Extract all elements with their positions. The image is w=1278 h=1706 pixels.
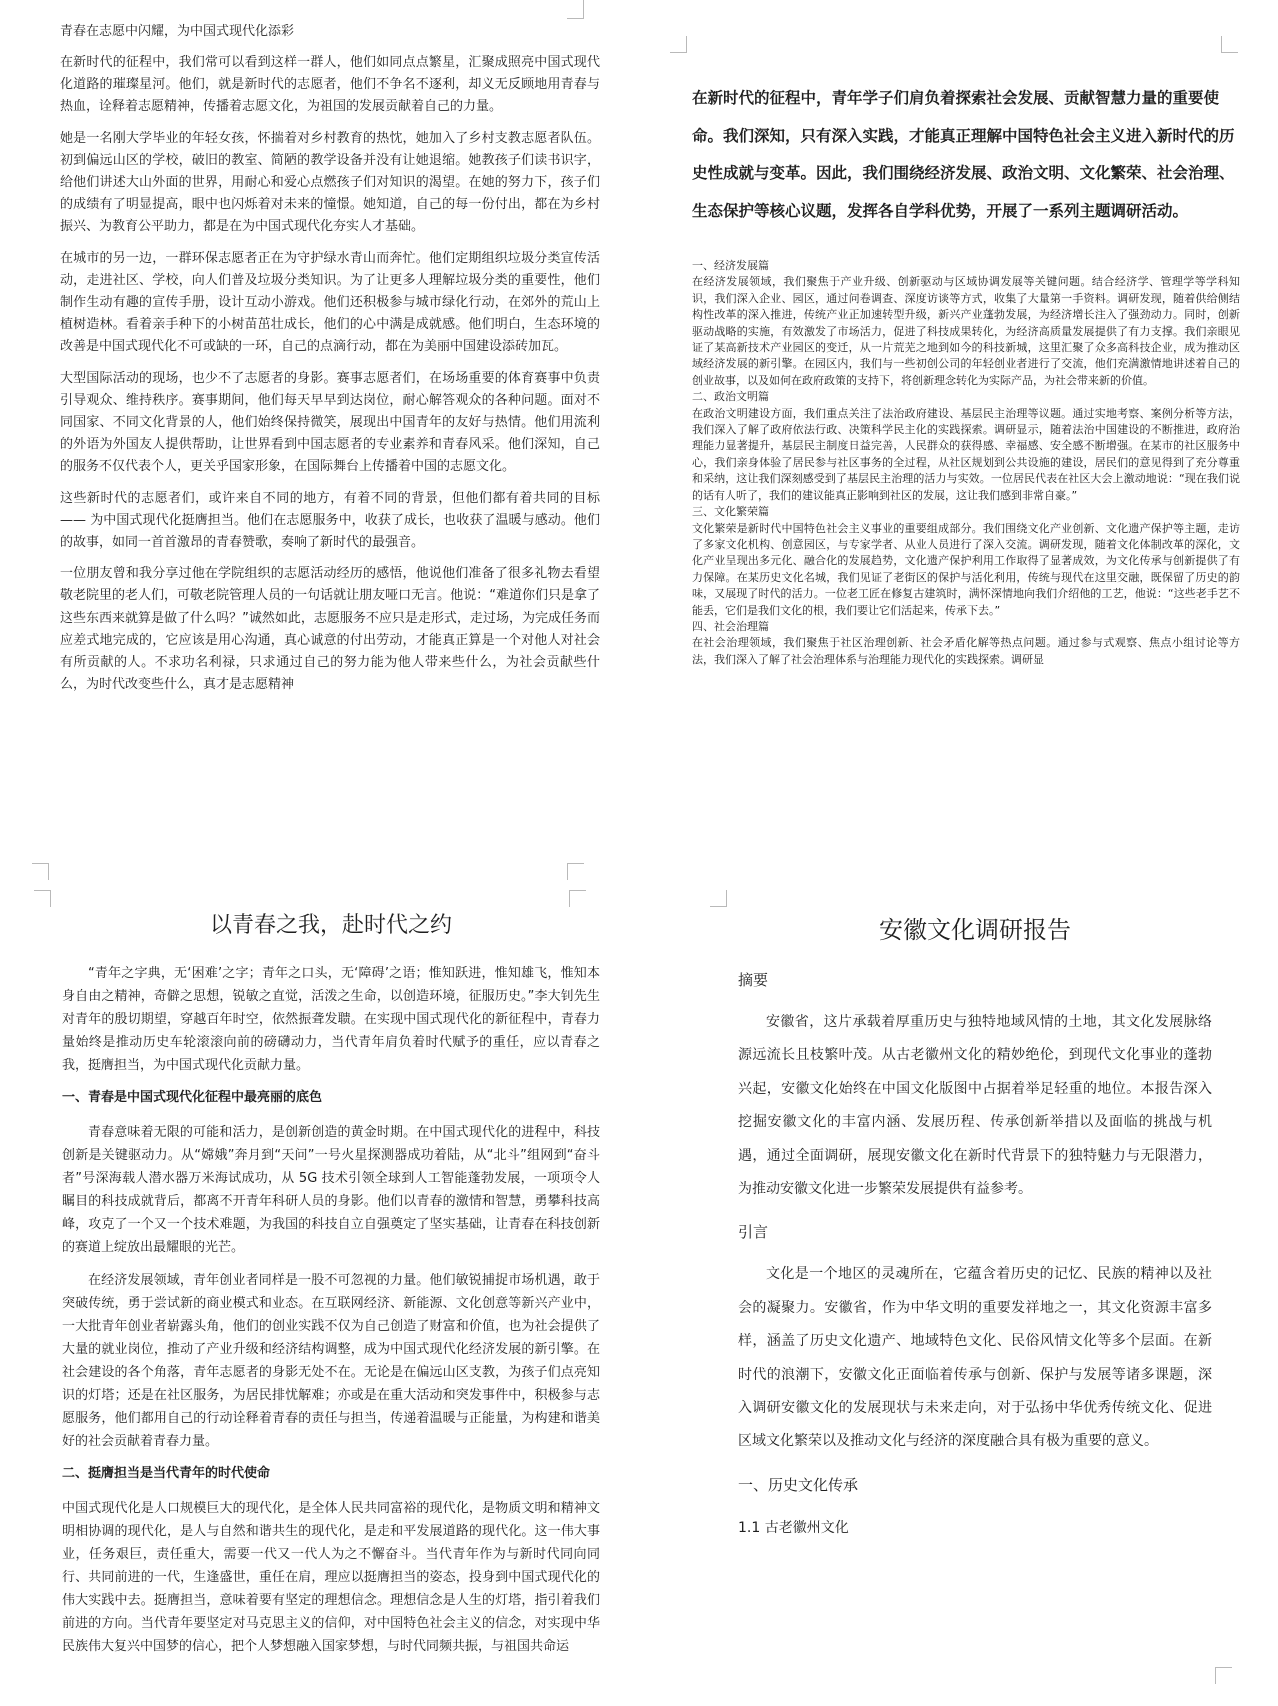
section-heading: 二、挺膺担当是当代青年的时代使命: [62, 1466, 271, 1481]
paragraph: 中国式现代化是人口规模巨大的现代化，是全体人民共同富裕的现代化，是物质文明和精神文明相协调的现代化，是人与自然和谐共生的现代化，是走和平发展道路的现代化。这一伟大事业，任务艰巨，责任重大，需要一代又一代人为之不懈奋斗。当代青年作为与新时代同向同行、共同前进的一代，生逢盛世，重任在肩，理应以挺膺担当的姿态，投身到中国式现代化的伟大实践中去。挺膺担当，意味着要有坚定的理想信念。理想信念是人生的灯塔，指引着我们前进的方向。当代青年要坚定对马克思主义的信仰，对中国特色社会主义的信念，对实现中华民族伟大复兴中国梦的信心，把个人梦想融入国家梦想，与时代同频共振，与祖国共命运: [62, 1501, 600, 1654]
section-body: 在经济发展领域，我们聚焦于产业升级、创新驱动与区域协调发展等关键问题。结合经济学、管理学等学科知识，我们深入企业、园区，通过问卷调查、深度访谈等方式，收集了大量第一手资料。调研发现，随着供给侧结构性改革的深入推进，传统产业正加速转型升级，新兴产业蓬勃发展，为经济增长注入了强劲动力。同时，创新驱动战略的实施，有效激发了市场活力，促进了科技成果转化，为经济高质量发展提供了有力支撑。我们亲眼见证了某高新技术产业园区的变迁，从一片荒芜之地到如今的科技新城，这里汇聚了众多高科技企业，成为推动区域经济发展的新引擎。在园区内，我们与一些初创公司的年轻创业者进行了交流，他们充满激情地讲述着自己的创业故事，以及如何在政府政策的支持下，将创新理念转化为实际产品，为社会带来新的价值。: [692, 275, 1240, 387]
page-corner-mark: [1221, 36, 1238, 53]
paragraph: 这些新时代的志愿者们，或许来自不同的地方，有着不同的背景，但他们都有着共同的目标 —— 为中国式现代化挺膺担当。他们在志愿服务中，收获了成长，也收获了温暖与感动。他们的故事，如同一首首激昂的青春赞歌，奏响了新时代的最强音。: [60, 490, 600, 551]
intro-heading: 引言: [738, 1223, 769, 1242]
report-title: 安徽文化调研报告: [879, 916, 1071, 944]
paragraph: “青年之字典，无‘困难’之字；青年之口头，无‘障碍’之语；惟知跃进，惟知雄飞，惟知本身自由之精神，奇僻之思想，锐敏之直觉，活泼之生命，以创造环境，征服历史。”李大钊先生对青年的殷切期望，穿越百年时空，依然振聋发聩。在实现中国式现代化的新征程中，青春力量始终是推动历史车轮滚滚向前的磅礴动力，当代青年肩负着时代赋予的重任，应以青春之我，挺膺担当，为中国式现代化贡献力量。: [62, 966, 600, 1073]
section-body: 在政治文明建设方面，我们重点关注了法治政府建设、基层民主治理等议题。通过实地考察、案例分析等方法，我们深入了解了政府依法行政、决策科学民主化的实践探索。调研显示，随着法治中国建设的不断推进，政府治理能力显著提升，基层民主制度日益完善，人民群众的获得感、幸福感、安全感不断增强。在某市的社区服务中心，我们亲身体验了居民参与社区事务的全过程，从社区规划到公共设施的建设，居民们的意见得到了充分尊重和采纳，这让我们深刻感受到了基层民主治理的活力与实效。一位居民代表在社区大会上激动地说：“现在我们说的话有人听了，我们的建议能真正影响到社区的发展，这让我们感到非常自豪。”: [692, 406, 1240, 502]
page-corner-mark: [567, 0, 584, 19]
intro-paragraph: 文化是一个地区的灵魂所在，它蕴含着历史的记忆、民族的精神以及社会的凝聚力。安徽省，作为中华文明的重要发祥地之一，其文化资源丰富多样，涵盖了历史文化遗产、地域特色文化、民俗风情文化等多个层面。在新时代的浪潮下，安徽文化正面临着传承与创新、保护与发展等诸多课题，深入调研安徽文化的发展现状与未来走向，对于弘扬中华优秀传统文化、促进区域文化繁荣以及推动文化与经济的深度融合具有极为重要的意义。: [738, 1266, 1212, 1450]
section-title: 二、政治文明篇: [692, 390, 769, 404]
page-bottom-left: [0, 890, 636, 1706]
page-corner-mark: [710, 890, 727, 907]
section-title: 三、文化繁荣篇: [692, 505, 769, 519]
intro-bold-paragraph: 在新时代的征程中，青年学子们肩负着探索社会发展、贡献智慧力量的重要使命。我们深知，只有深入实践，才能真正理解中国特色社会主义进入新时代的历史性成就与变革。因此，我们围绕经济发展、政治文明、文化繁荣、社会治理、生态保护等核心议题，发挥各自学科优势，开展了一系列主题调研活动。: [692, 89, 1235, 220]
section-title: 一、经济发展篇: [692, 259, 769, 272]
page-corner-mark: [1215, 1667, 1232, 1684]
section-culture: [692, 504, 1240, 619]
paragraph: 在城市的另一边，一群环保志愿者正在为守护绿水青山而奔忙。他们定期组织垃圾分类宣传活动，走进社区、学校，向人们普及垃圾分类知识。为了让更多人理解垃圾分类的重要性，他们制作生动有趣的宣传手册，设计互动小游戏。他们还积极参与城市绿化行动，在郊外的荒山上植树造林。看着亲手种下的小树苗茁壮成长，他们的心中满是成就感。他们明白，生态环境的改善是中国式现代化不可或缺的一环，自己的点滴行动，都在为美丽中国建设添砖加瓦。: [60, 250, 600, 355]
section-heading: 一、历史文化传承: [738, 1475, 859, 1494]
page-bottom-right: [700, 890, 1278, 1706]
section-heading: 一、青春是中国式现代化征程中最亮丽的底色: [62, 1090, 323, 1105]
paragraph: 青春意味着无限的可能和活力，是创新创造的黄金时期。在中国式现代化的进程中，科技创新是关键驱动力。从“嫦娥”奔月到“天问”一号火星探测器成功着陆，从“北斗”组网到“奋斗者”号深海载人潜水器万米海试成功，从 5G 技术引领全球到人工智能蓬勃发展，一项项令人瞩目的科技成就背后，都离不开青年科研人员的身影。他们以青春的激情和智慧，勇攀科技高峰，攻克了一个又一个技术难题，为我国的科技自立自强奠定了坚实基础，让青春在科技创新的赛道上绽放出最耀眼的光芒。: [62, 1125, 600, 1255]
section-body: 在社会治理领域，我们聚焦于社区治理创新、社会矛盾化解等热点问题。通过参与式观察、焦点小组讨论等方法，我们深入了解了社会治理体系与治理能力现代化的实践探索。调研显: [692, 636, 1240, 666]
section-economy: [692, 258, 1240, 389]
paragraph: 在新时代的征程中，我们常可以看到这样一群人，他们如同点点繁星，汇聚成照亮中国式现代化道路的璀璨星河。他们，就是新时代的志愿者，他们不争名不逐利，却义无反顾地用青春与热血，诠释着志愿精神，传播着志愿文化，为祖国的发展贡献着自己的力量。: [60, 55, 600, 115]
page-top-left: [0, 0, 636, 880]
page-corner-mark: [670, 36, 687, 53]
subsection-heading: 1.1 古老徽州文化: [738, 1519, 849, 1536]
document-title: 以青春之我，赴时代之约: [209, 913, 452, 938]
abstract-heading: 摘要: [738, 971, 769, 989]
page-corner-mark: [567, 863, 584, 880]
page-top-right: [660, 0, 1278, 880]
page-corner-mark: [32, 863, 49, 880]
paragraph: 在经济发展领域，青年创业者同样是一股不可忽视的力量。他们敏锐捕捉市场机遇，敢于突破传统，勇于尝试新的商业模式和业态。在互联网经济、新能源、文化创意等新兴产业中，一大批青年创业者崭露头角，他们的创业实践不仅为自己创造了财富和价值，也为社会提供了大量的就业岗位，推动了产业升级和经济结构调整，成为中国式现代化经济发展的新引擎。在社会建设的各个角落，青年志愿者的身影无处不在。无论是在偏远山区支教，为孩子们点亮知识的灯塔；还是在社区服务，为居民排忧解难；亦或是在重大活动和突发事件中，积极参与志愿服务，他们都用自己的行动诠释着青春的责任与担当，传递着温暖与正能量，为构建和谐美好的社会贡献着青春力量。: [62, 1273, 600, 1449]
paragraph: 大型国际活动的现场，也少不了志愿者的身影。赛事志愿者们，在场场重要的体育赛事中负责引导观众、维持秩序。赛事期间，他们每天早早到达岗位，耐心解答观众的各种问题。面对不同国家、不同文化背景的人，他们始终保持微笑，展现出中国青年的友好与热情。他们用流利的外语为外国友人提供帮助，让世界看到中国志愿者的专业素养和青春风采。他们深知，自己的服务不仅代表个人，更关乎国家形象，在国际舞台上传播着中国的志愿文化。: [60, 370, 600, 475]
page-corner-mark: [34, 890, 51, 907]
article-title: 青春在志愿中闪耀，为中国式现代化添彩: [60, 24, 295, 39]
section-governance: [692, 619, 1240, 668]
abstract-paragraph: 安徽省，这片承载着厚重历史与独特地域风情的土地，其文化发展脉络源远流长且枝繁叶茂。从古老徽州文化的精妙绝伦，到现代文化事业的蓬勃兴起，安徽文化始终在中国文化版图中占据着举足轻重的地位。本报告深入挖掘安徽文化的丰富内涵、发展历程、传承创新举措以及面临的挑战与机遇，通过全面调研，展现安徽文化在新时代背景下的独特魅力与无限潜力，为推动安徽文化进一步繁荣发展提供有益参考。: [738, 1014, 1212, 1198]
paragraph: 她是一名刚大学毕业的年轻女孩，怀揣着对乡村教育的热忱，她加入了乡村支教志愿者队伍。初到偏远山区的学校，破旧的教室、简陋的教学设备并没有让她退缩。她教孩子们读书识字，给他们讲述大山外面的世界，用耐心和爱心点燃孩子们对知识的渴望。在她的努力下，孩子们的成绩有了明显提高，眼中也闪烁着对未来的憧憬。她知道，自己的每一份付出，都在为乡村振兴、为教育公平助力，都是在为中国式现代化夯实人才基础。: [60, 130, 600, 235]
section-body: 文化繁荣是新时代中国特色社会主义事业的重要组成部分。我们围绕文化产业创新、文化遗产保护等主题，走访了多家文化机构、创意园区，与专家学者、从业人员进行了深入交流。调研发现，随着文化体制改革的深化，文化产业呈现出多元化、融合化的发展趋势，文化遗产保护利用工作取得了显著成效，为文化传承与创新提供了有力保障。在某历史文化名城，我们见证了老街区的保护与活化利用，传统与现代在这里交融，既保留了历史的韵味，又展现了时代的活力。一位老工匠在修复古建筑时，满怀深情地向我们介绍他的工艺，他说：“这些老手艺不能丢，它们是我们文化的根，我们要让它们活起来，传承下去。”: [692, 521, 1240, 617]
section-title: 四、社会治理篇: [692, 619, 769, 633]
paragraph: 一位朋友曾和我分享过他在学院组织的志愿活动经历的感悟，他说他们准备了很多礼物去看望敬老院里的老人们，可敬老院管理人员的一句话就让朋友哑口无言。他说：“难道你们只是拿了这些东西来就算是做了什么吗？”诚然如此，志愿服务不应只是走形式，走过场，为完成任务而应差式地完成的，它应该是用心沟通，真心诚意的付出劳动，才能真正算是一个对他人对社会有所贡献的人。不求功名利禄，只求通过自己的努力能为他人带来些什么，为社会贡献些什么，为时代改变些什么，真才是志愿精神: [60, 566, 600, 693]
page-corner-mark: [569, 890, 586, 907]
section-politics: [692, 389, 1240, 504]
